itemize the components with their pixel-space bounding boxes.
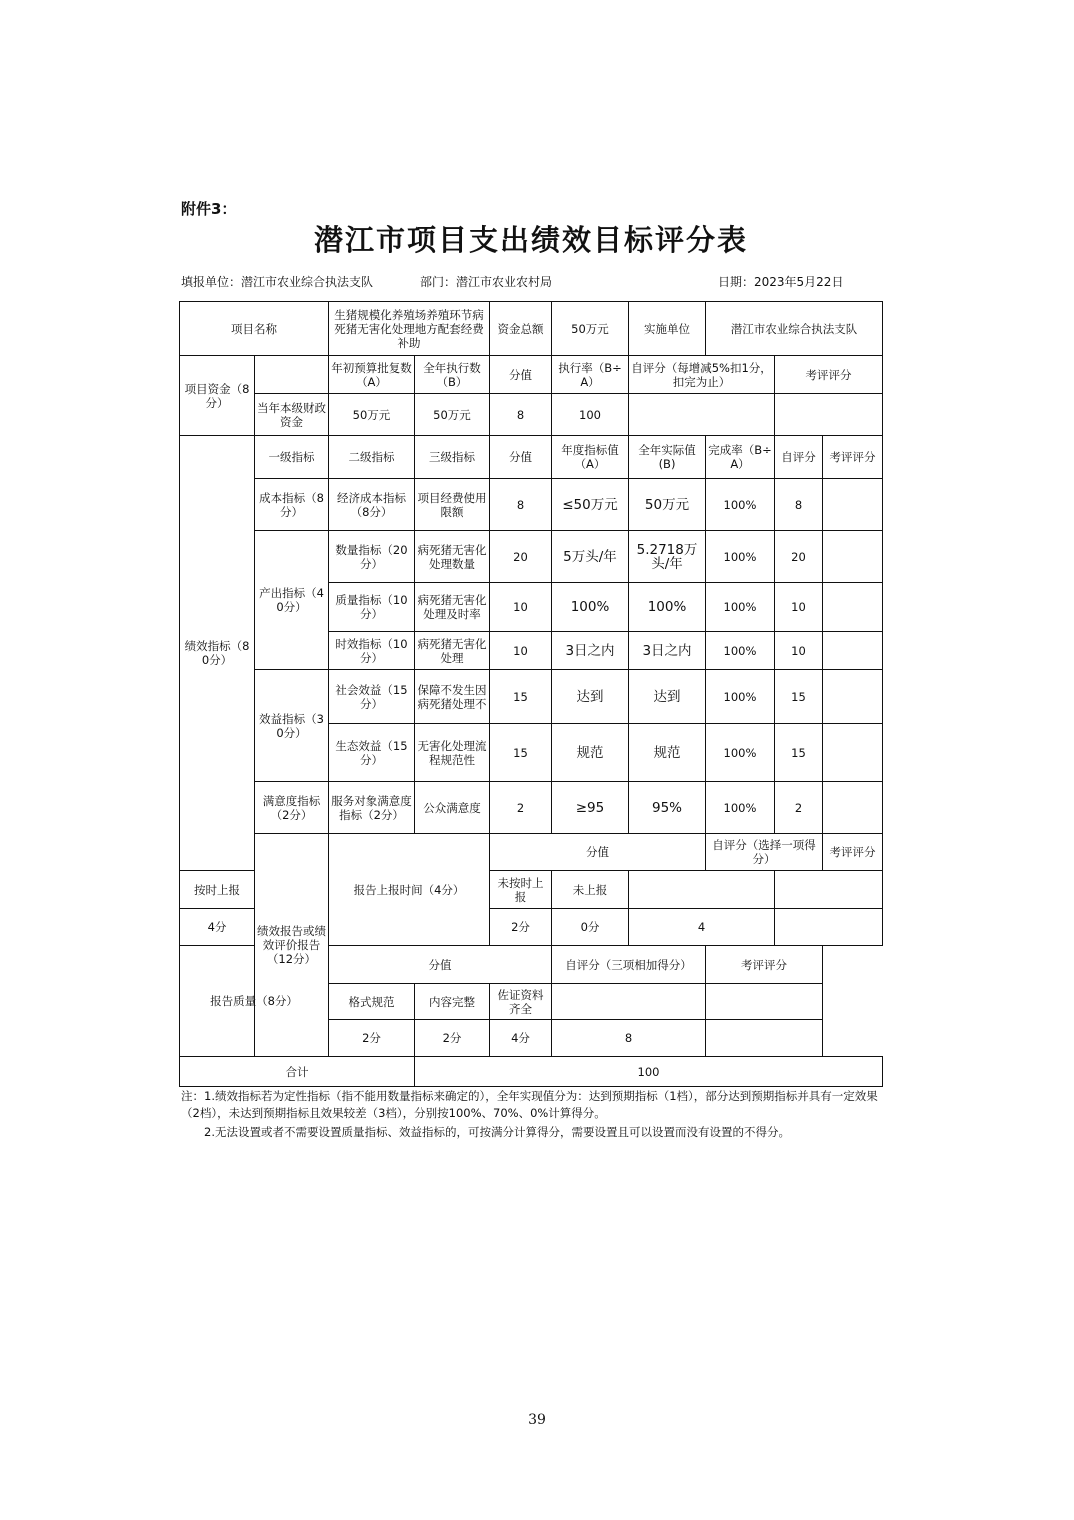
quantity-rate: 100%	[706, 531, 775, 583]
satisfaction-score: 2	[490, 782, 552, 834]
timeliness-target: 3日之内	[552, 632, 629, 670]
page-number: 39	[528, 1412, 546, 1428]
report-time-header-score: 分值	[490, 834, 706, 871]
perf-header-review: 考评评分	[823, 436, 883, 479]
timeliness-rate: 100%	[706, 632, 775, 670]
report-label: 绩效报告或绩效评价报告（12分）	[255, 834, 329, 1057]
table-row	[180, 670, 883, 724]
cost-l1: 成本指标（8分）	[255, 479, 329, 531]
report-quality-option-1: 格式规范	[329, 984, 415, 1020]
satisfaction-target: ≥95	[552, 782, 629, 834]
perf-header-l2: 二级指标	[329, 436, 415, 479]
timeliness-review	[823, 632, 883, 670]
report-quality-value-1: 2分	[329, 1020, 415, 1057]
funds-empty-header	[255, 356, 329, 394]
funds-label: 项目资金（8分）	[180, 356, 255, 436]
eco-self: 15	[775, 724, 823, 782]
report-quality-header-score: 分值	[329, 946, 552, 984]
cost-target: ≤50万元	[552, 479, 629, 531]
report-quality-self-blank	[552, 984, 706, 1020]
social-review	[823, 670, 883, 724]
table-row	[180, 394, 883, 436]
funds-rate: 100	[552, 394, 629, 436]
eco-l2: 生态效益（15分）	[329, 724, 415, 782]
funds-header-self: 自评分（每增减5%扣1分，扣完为止）	[629, 356, 775, 394]
fund-total-label: 资金总额	[490, 302, 552, 356]
impl-unit-value: 潜江市农业综合执法支队	[706, 302, 883, 356]
funds-header-score: 分值	[490, 356, 552, 394]
report-quality-review	[706, 1020, 823, 1057]
funds-exec: 50万元	[415, 394, 490, 436]
perf-header-self: 自评分	[775, 436, 823, 479]
quantity-target: 5万头/年	[552, 531, 629, 583]
cost-score: 8	[490, 479, 552, 531]
table-row	[180, 436, 883, 479]
funds-row-label: 当年本级财政资金	[255, 394, 329, 436]
quantity-self: 20	[775, 531, 823, 583]
report-time-option-3: 未上报	[552, 871, 629, 909]
report-time-header-review: 考评评分	[823, 834, 883, 871]
quality-l3: 病死猪无害化处理及时率	[415, 583, 490, 632]
project-name-value: 生猪规模化养殖场养殖环节病死猪无害化处理地方配套经费补助	[329, 302, 490, 356]
funds-header-review: 考评评分	[775, 356, 883, 394]
funds-budget: 50万元	[329, 394, 415, 436]
quantity-review	[823, 531, 883, 583]
report-quality-label: 报告质量（8分）	[180, 946, 329, 1057]
report-time-value-1: 4分	[180, 909, 255, 946]
note-1: 注：1.绩效指标若为定性指标（指不能用数量指标来确定的），全年实现值分为：达到预期指标（1档），部分达到预期指标并具有一定效果（2档），未达到预期指标且效果较差（3档），分别按100%、70%、0%计算得分。	[181, 1089, 878, 1120]
notes	[181, 1088, 881, 1141]
quality-rate: 100%	[706, 583, 775, 632]
quality-self: 10	[775, 583, 823, 632]
impl-unit-label: 实施单位	[629, 302, 706, 356]
funds-score: 8	[490, 394, 552, 436]
output-label: 产出指标（40分）	[255, 531, 329, 670]
satisfaction-actual: 95%	[629, 782, 706, 834]
eco-rate: 100%	[706, 724, 775, 782]
meta-department: 部门：潜江市农业农村局	[420, 275, 553, 289]
fund-total-value: 50万元	[552, 302, 629, 356]
cost-actual: 50万元	[629, 479, 706, 531]
timeliness-l3: 病死猪无害化处理	[415, 632, 490, 670]
quality-review	[823, 583, 883, 632]
cost-l2: 经济成本指标（8分）	[329, 479, 415, 531]
table-row	[180, 479, 883, 531]
report-quality-option-3: 佐证资料齐全	[490, 984, 552, 1020]
perf-header-score: 分值	[490, 436, 552, 479]
funds-header-budget: 年初预算批复数（A）	[329, 356, 415, 394]
timeliness-l2: 时效指标（10分）	[329, 632, 415, 670]
report-quality-value-3: 4分	[490, 1020, 552, 1057]
satisfaction-l3: 公众满意度	[415, 782, 490, 834]
funds-self	[629, 394, 775, 436]
report-quality-value-2: 2分	[415, 1020, 490, 1057]
social-score: 15	[490, 670, 552, 724]
report-time-label: 报告上报时间（4分）	[329, 834, 490, 946]
social-l3: 保障不发生因病死猪处理不	[415, 670, 490, 724]
perf-label: 绩效指标（80分）	[180, 436, 255, 871]
social-actual: 达到	[629, 670, 706, 724]
report-quality-review-blank	[706, 984, 823, 1020]
benefit-label: 效益指标（30分）	[255, 670, 329, 782]
funds-review	[775, 394, 883, 436]
page-title: 潜江市项目支出绩效目标评分表	[313, 223, 748, 257]
social-target: 达到	[552, 670, 629, 724]
cost-review	[823, 479, 883, 531]
satisfaction-l2: 服务对象满意度指标（2分）	[329, 782, 415, 834]
table-row	[180, 356, 883, 394]
report-time-review	[775, 909, 883, 946]
social-rate: 100%	[706, 670, 775, 724]
cost-self: 8	[775, 479, 823, 531]
perf-header-l3: 三级指标	[415, 436, 490, 479]
table-row	[180, 1057, 883, 1087]
perf-header-rate: 完成率（B÷A）	[706, 436, 775, 479]
eco-score: 15	[490, 724, 552, 782]
report-quality-option-2: 内容完整	[415, 984, 490, 1020]
report-time-value-2: 2分	[490, 909, 552, 946]
table-row	[180, 782, 883, 834]
report-time-option-2: 未按时上报	[490, 871, 552, 909]
project-name-label: 项目名称	[180, 302, 329, 356]
table-row	[180, 834, 883, 871]
funds-header-rate: 执行率（B÷A）	[552, 356, 629, 394]
eco-actual: 规范	[629, 724, 706, 782]
report-time-option-1: 按时上报	[180, 871, 255, 909]
satisfaction-review	[823, 782, 883, 834]
report-time-review-blank	[775, 871, 883, 909]
social-l2: 社会效益（15分）	[329, 670, 415, 724]
report-quality-header-self: 自评分（三项相加得分）	[552, 946, 706, 984]
quality-target: 100%	[552, 583, 629, 632]
table-row	[180, 531, 883, 583]
quantity-score: 20	[490, 531, 552, 583]
table-row	[180, 302, 883, 356]
quantity-l2: 数量指标（20分）	[329, 531, 415, 583]
total-label: 合计	[180, 1057, 415, 1087]
total-value: 100	[415, 1057, 883, 1087]
perf-header-l1: 一级指标	[255, 436, 329, 479]
report-quality-header-review: 考评评分	[706, 946, 823, 984]
satisfaction-self: 2	[775, 782, 823, 834]
timeliness-actual: 3日之内	[629, 632, 706, 670]
social-self: 15	[775, 670, 823, 724]
satisfaction-l1: 满意度指标（2分）	[255, 782, 329, 834]
eco-l3: 无害化处理流程规范性	[415, 724, 490, 782]
timeliness-self: 10	[775, 632, 823, 670]
perf-header-actual: 全年实际值(B)	[629, 436, 706, 479]
cost-rate: 100%	[706, 479, 775, 531]
score-table	[179, 301, 883, 1087]
report-time-self-blank	[629, 871, 775, 909]
report-time-self: 4	[629, 909, 775, 946]
perf-header-target: 年度指标值（A）	[552, 436, 629, 479]
quantity-l3: 病死猪无害化处理数量	[415, 531, 490, 583]
eco-review	[823, 724, 883, 782]
meta-reporting-unit: 填报单位：潜江市农业综合执法支队	[181, 275, 374, 289]
report-time-header-self: 自评分（选择一项得分）	[706, 834, 823, 871]
cost-l3: 项目经费使用限额	[415, 479, 490, 531]
attachment-label: 附件3：	[181, 200, 237, 218]
report-quality-self: 8	[552, 1020, 706, 1057]
timeliness-score: 10	[490, 632, 552, 670]
quality-score: 10	[490, 583, 552, 632]
meta-date: 日期：2023年5月22日	[718, 275, 844, 289]
quality-actual: 100%	[629, 583, 706, 632]
funds-header-exec: 全年执行数（B）	[415, 356, 490, 394]
report-time-value-3: 0分	[552, 909, 629, 946]
eco-target: 规范	[552, 724, 629, 782]
quantity-actual: 5.2718万头/年	[629, 531, 706, 583]
quality-l2: 质量指标（10分）	[329, 583, 415, 632]
note-2: 2.无法设置或者不需要设置质量指标、效益指标的，可按满分计算得分，需要设置且可以设置而没有设置的不得分。	[204, 1125, 790, 1139]
satisfaction-rate: 100%	[706, 782, 775, 834]
